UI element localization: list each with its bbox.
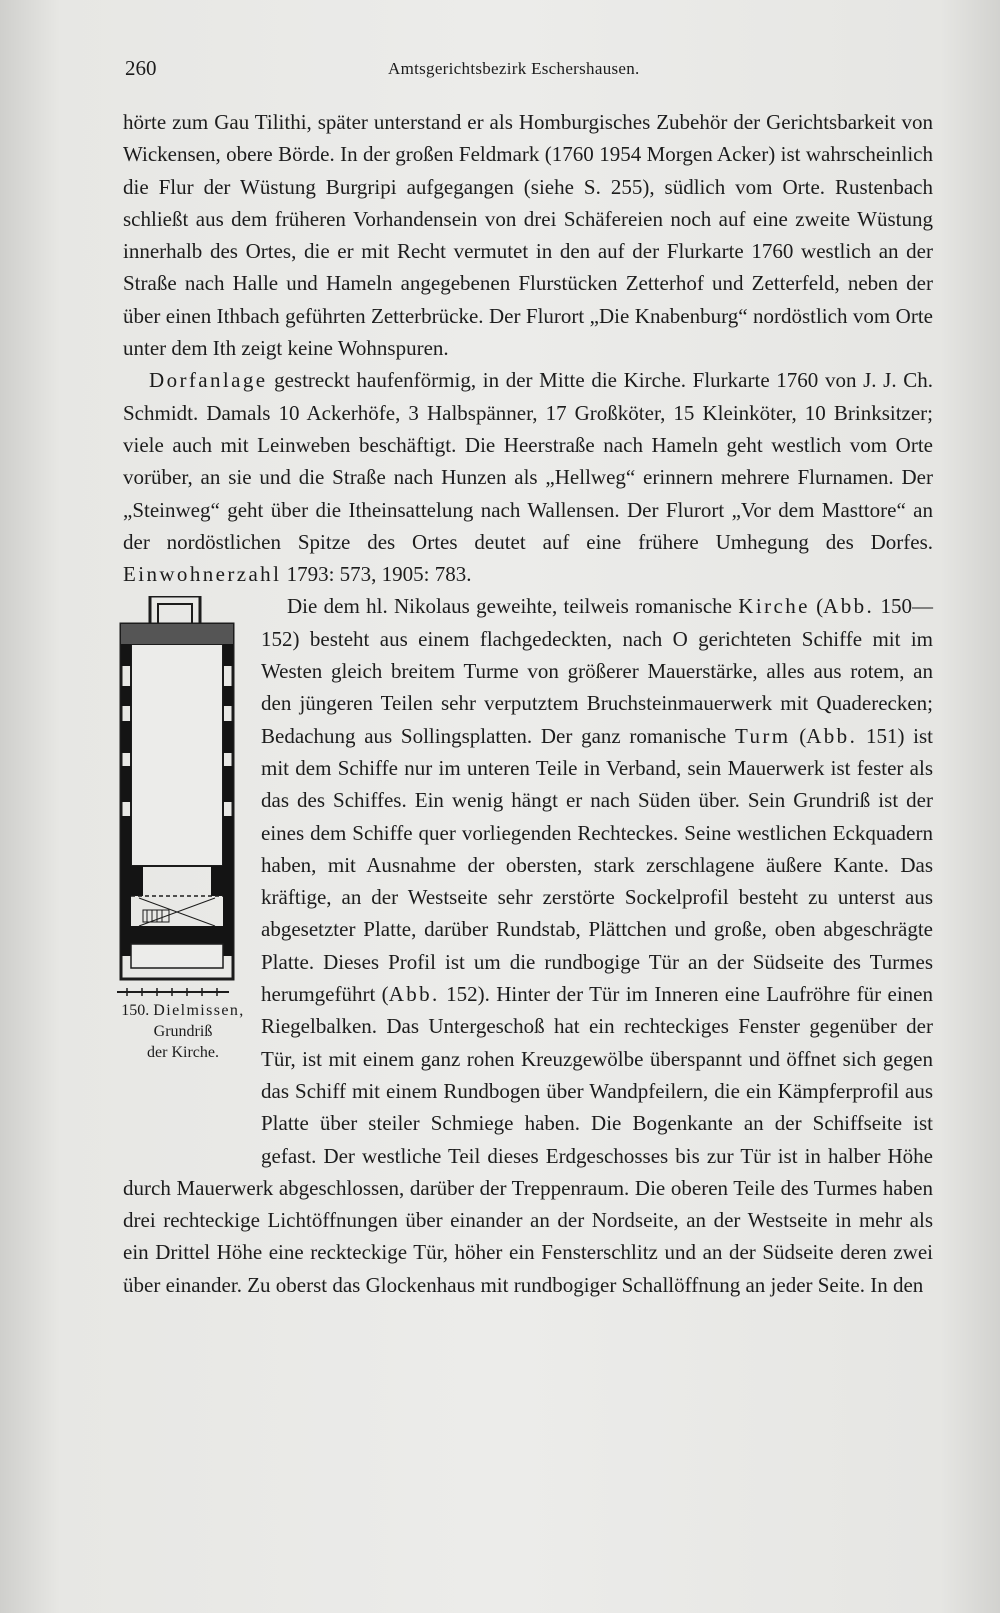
p3-e: 151) ist mit dem Schiffe nur im unteren Teile in Verband, sein Mauerwerk ist fester als das des Schiffes. Ein wenig hängt er nach Süden über. Sein Grundriß ist der eines dem Schiffe quer vorliegenden Rechteckes. Seine westlichen Eckquadern haben, mit Ausnahme der obersten, stark zerschlagene äußere Kante. Das kräftige, an der Westseite sehr zerstörte Sockelprofil besteht zu unterst aus abgesetzter Platte, darüber Rundstab, Plättchen und große, oben abgeschrägte Platte. Dieses Profil ist um die rundbogige Tür an der Südseite des Turmes herumgeführt ( [261,723,933,1007]
p3-c: 150—152) besteht aus einem flachgedeckten, nach O gerichteten Schiffe mit im Westen gleich breitem Turme von größerer Mauerstärke, alles aus rotem, an den jüngeren Teilen sehr verputztem Bruchsteinmauerwerk mit Quaderecken; Bedachung aus Sollingsplatten. Der ganz romanische [261,594,934,748]
page-number: 260 [125,56,157,80]
running-title: Amtsgerichtsbezirk Eschershausen. [388,59,640,78]
caption-line-3: der Kirche. [147,1044,219,1062]
church-floor-plan [117,596,247,996]
body-text [123,106,933,1301]
caption-place: Dielmissen, [153,1002,245,1020]
paragraph-1: hörte zum Gau Tilithi, später unterstand er als Homburgisches Zubehör der Gerichtsbarkeit von Wickensen, obere Börde. In der großen Feldmark (1760 1954 Morgen Acker) ist wahrscheinlich die Flur der Wüstung Burgripi aufgegangen (siehe S. 255), südlich vom Orte. Rustenbach schließt aus dem früheren Vorhandensein von drei Schäfereien noch auf eine zweite Wüstung innerhalb des Ortes, die er mit Recht vermutet in den auf der Flurkarte 1760 westlich an der Straße nach Halle und Hameln angegebenen Flurstücken Zetterhof und Zetterfeld, neben der über einen Ithbach geführten Zetterbrücke. Der Flurort „Die Knabenburg“ nordöstlich vom Orte unter dem Ith zeigt keine Wohnspuren. [123,110,933,361]
term-turm: Turm [734,723,791,748]
paragraph-2-text-a: gestreckt haufenförmig, in der Mitte die Kirche. Flurkarte 1760 von J. J. Ch. Schmidt. Damals 10 Ackerhöfe, 3 Halbspänner, 17 Großköter, 15 Kleinköter, 10 Brinksitzer; viele auch mit Leinweben beschäftigt. Die Heerstraße nach Hameln geht westlich vom Orte vorüber, an sie und die Straße nach Hunzen als „Hellweg“ erinnern mehrere Flurnamen. Der „Steinweg“ geht über die Itheinsattelung nach Wallensen. Der Flurort „Vor dem Masttore“ an der nordöstlichen Spitze des Ortes deutet auf eine frühere Umhegung des Dorfes. [123,368,933,554]
p3-f: 152). Hinter der Tür im Inneren eine Laufröhre für einen Riegelbalken. Das Untergeschoß hat ein rechteckiges Fenster gegenüber der Tür, ist mit einem ganz rohen Kreuzgewölbe überspannt und öffnet sich gegen das Schiff mit einem Rundbogen über Wandpfeilern, die ein Kämpferprofil aus Platte über steiler Schmiege haben. Die Bogenkante an der Schiffseite ist gefast. Der westliche Teil dieses Erdgeschosses bis zur Tür ist in halber Höhe durch Mauerwerk abgeschlossen, darüber der Treppenraum. Die oberen Teile des Turmes haben drei rechteckige Lichtöffnungen über einander an der Nordseite, an der Westseite in mehr als ein Drittel Höhe eine reckteckige Tür, höher ein Fensterschlitz und an der Südseite deren zwei über einander. Zu oberst das Glockenhaus mit rundbogiger Schallöffnung an jeder Seite. In den [123,982,933,1297]
term-dorfanlage: Dorfanlage [149,368,268,393]
caption-line-1 [113,1000,253,1021]
term-kirche: Kirche [738,594,810,619]
paragraph-2-text-b: 1793: 573, 1905: 783. [281,562,472,587]
ref-abb-2: Abb. [806,723,858,748]
p3-a: Die dem hl. Nikolaus geweihte, teilweis romanische [287,594,739,619]
caption-number: 150. [121,1002,150,1020]
caption-line-2: Grundriß [153,1023,213,1041]
ref-abb-1: Abb. [823,594,875,619]
ref-abb-3: Abb. [388,982,440,1007]
figure-150 [113,596,253,1156]
term-einwohnerzahl: Einwohnerzahl [123,562,282,587]
p3-d: ( [790,723,807,748]
p3-b: ( [809,594,824,619]
figure-caption [113,1000,253,1063]
paragraph-2 [123,364,933,590]
